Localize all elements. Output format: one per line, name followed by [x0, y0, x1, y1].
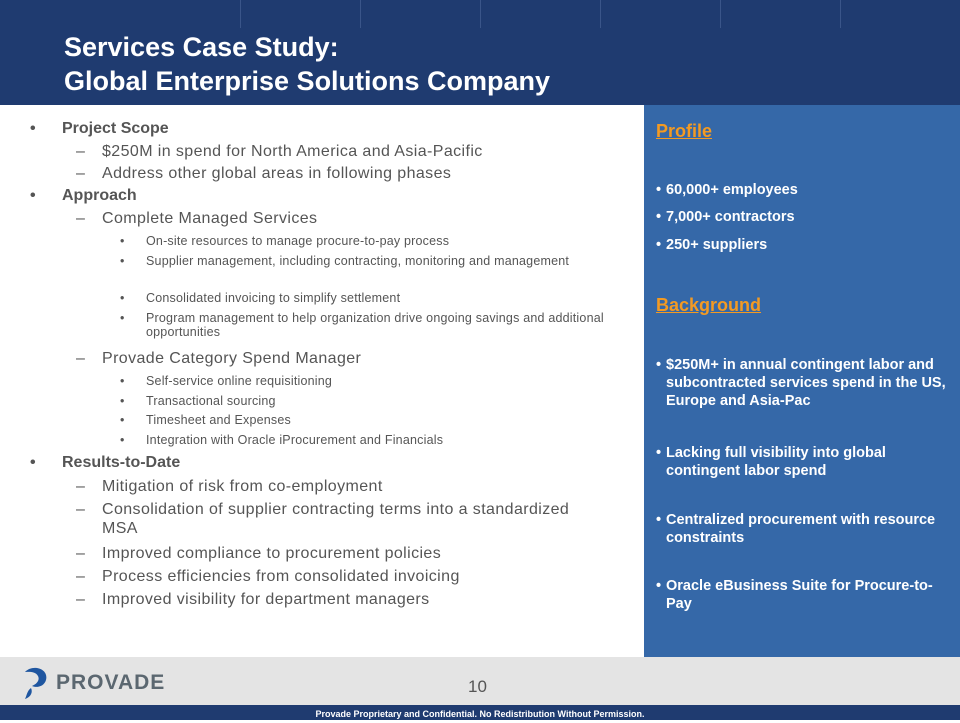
results-item: – Consolidation of supplier contracting terms into a standardized MSA [76, 501, 570, 537]
header-divider [840, 0, 841, 28]
header-divider [600, 0, 601, 28]
approach-item: • Integration with Oracle iProcurement and Financials [120, 433, 444, 447]
approach-item: • Timesheet and Expenses [120, 413, 291, 427]
page-number: 10 [468, 677, 487, 696]
slide-title [64, 30, 550, 98]
results-heading: • Results-to-Date [30, 454, 181, 471]
confidential-notice: Provade Proprietary and Confidential. No Redistribution Without Permission. [0, 705, 960, 720]
approach-item: • Consolidated invoicing to simplify settlement [120, 291, 401, 305]
approach-heading: • Approach [30, 187, 137, 204]
approach-sub-heading: – Provade Category Spend Manager [76, 350, 362, 367]
results-item: – Mitigation of risk from co-employment [76, 478, 383, 495]
scope-item: – Address other global areas in following phases [76, 165, 452, 182]
background-heading: Background [656, 295, 762, 315]
results-item: – Improved compliance to procurement policies [76, 545, 442, 562]
left-content [0, 105, 644, 657]
approach-item: • Supplier management, including contracting, monitoring and management [120, 254, 570, 268]
profile-item: • 7,000+ contractors [656, 209, 795, 225]
title-bar [0, 0, 960, 105]
header-divider [720, 0, 721, 28]
slide-title-line2: Global Enterprise Solutions Company [64, 66, 551, 96]
approach-item: • On-site resources to manage procure-to-pay process [120, 234, 450, 248]
results-item: – Improved visibility for department managers [76, 591, 430, 608]
background-item: • Lacking full visibility into global contingent labor spend [656, 445, 886, 479]
results-item: – Process efficiencies from consolidated invoicing [76, 568, 460, 585]
approach-item: • Self-service online requisitioning [120, 374, 333, 388]
provade-logo-icon [22, 666, 50, 700]
provade-logo [22, 666, 165, 700]
header-divider [480, 0, 481, 28]
background-item: • Centralized procurement with resource constraints [656, 512, 936, 546]
provade-logo-text: PROVADE [56, 671, 166, 694]
approach-item: • Program management to help organization drive ongoing savings and additional opportunities [120, 311, 604, 339]
approach-sub-heading: – Complete Managed Services [76, 210, 318, 227]
slide-title-line1: Services Case Study: [64, 32, 339, 62]
profile-item: • 250+ suppliers [656, 237, 768, 253]
profile-item: • 60,000+ employees [656, 182, 798, 198]
approach-item: • Transactional sourcing [120, 394, 276, 408]
background-item: • $250M+ in annual contingent labor and subcontracted services spend in the US, Europe and Asia-Pac [656, 357, 946, 409]
info-panel [644, 105, 960, 657]
profile-heading: Profile [656, 121, 713, 141]
scope-item: – $250M in spend for North America and Asia-Pacific [76, 143, 483, 160]
header-divider [360, 0, 361, 28]
header-divider [240, 0, 241, 28]
scope-heading: • Project Scope [30, 120, 169, 137]
background-item: • Oracle eBusiness Suite for Procure-to-Pay [656, 578, 933, 612]
